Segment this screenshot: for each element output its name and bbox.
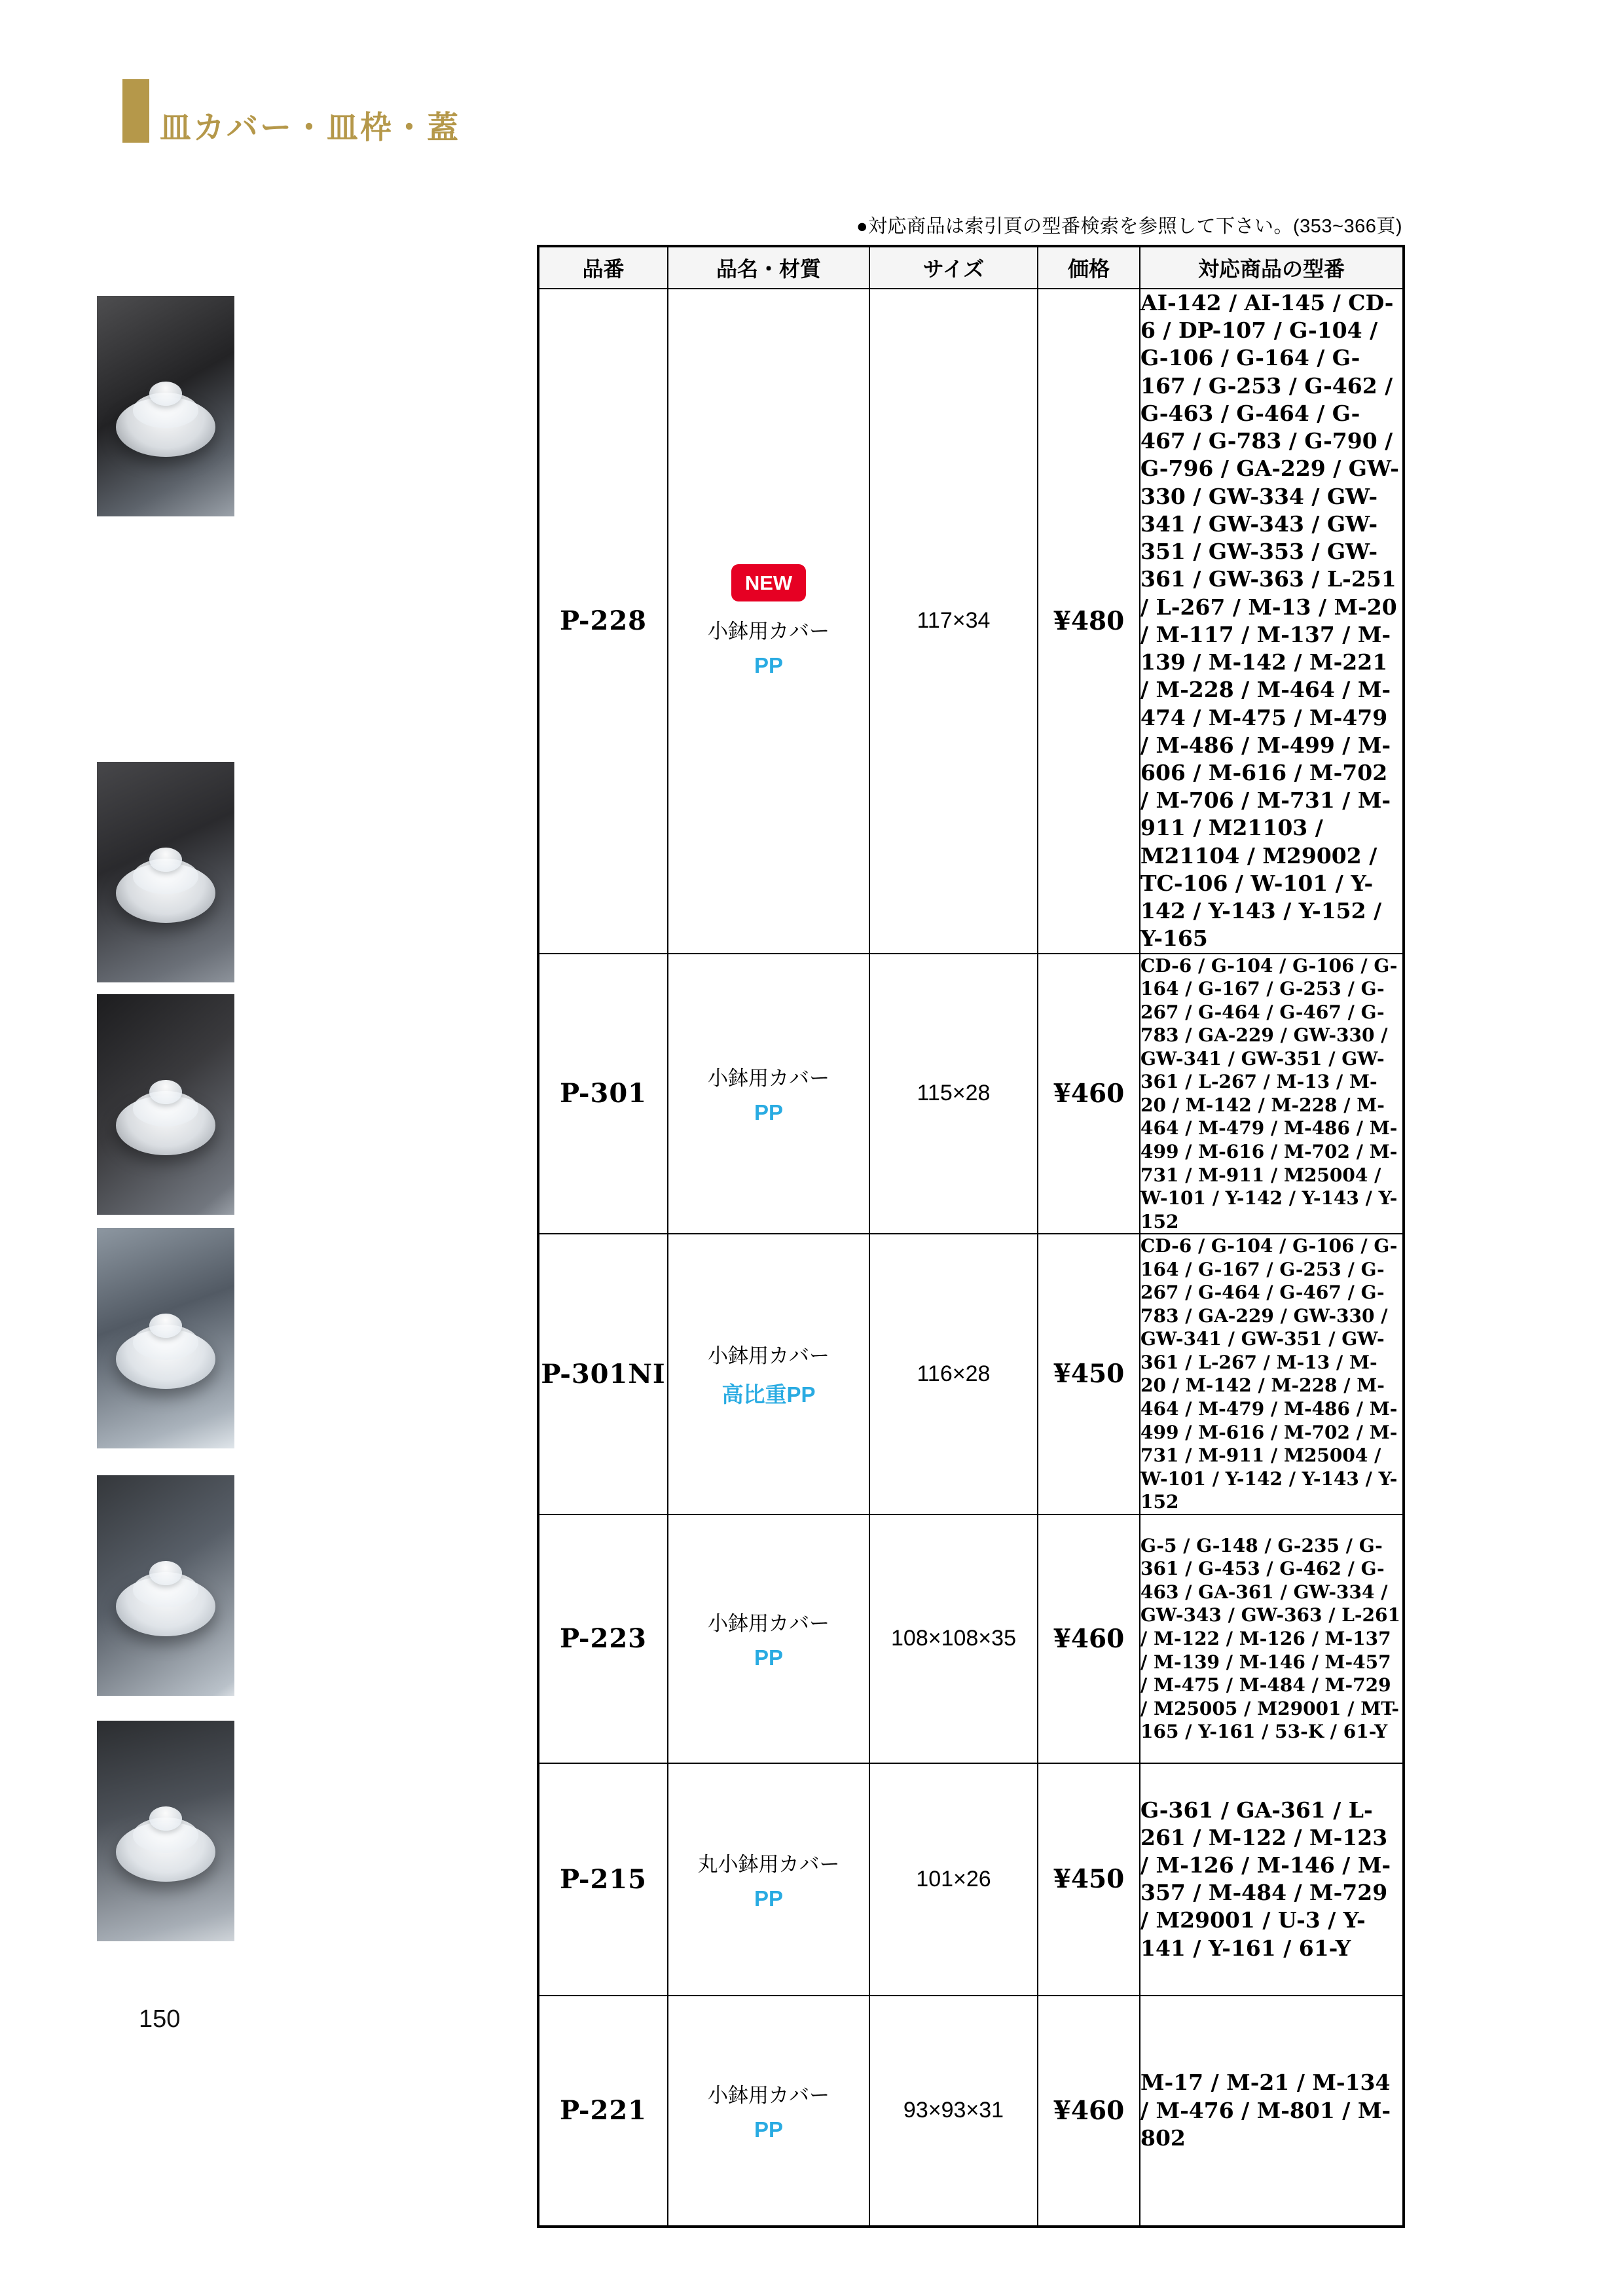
product-name: 小鉢用カバー — [708, 1344, 830, 1368]
compatible-models: G-5 / G-148 / G-235 / G-361 / G-453 / G-462 / G-463 / GA-361 / GW-334 / GW-343 / GW-363 / L-261 / M-122 / M-126 / M-137 / M-139 / M-146 / M-457 / M-475 / M-484 / M-729 / M25005 / M29001 / MT-165 / Y-161 / 53-K / 61-Y — [1140, 1515, 1404, 1763]
product-name: 小鉢用カバー — [708, 1612, 830, 1636]
product-name: 小鉢用カバー — [708, 2084, 830, 2108]
product-code: P-223 — [538, 1515, 668, 1763]
compatible-models: AI-142 / AI-145 / CD-6 / DP-107 / G-104 / G-106 / G-164 / G-167 / G-253 / G-462 / G-463 / G-464 / G-467 / G-783 / G-790 / G-796 / GA-229 / GW-330 / GW-334 / GW-341 / GW-343 / GW-351 / GW-353 / GW-361 / GW-363 / L-251 / L-267 / M-13 / M-20 / M-117 / M-137 / M-139 / M-142 / M-221 / M-228 / M-464 / M-474 / M-475 / M-479 / M-486 / M-499 / M-606 / M-616 / M-702 / M-706 / M-731 / M-911 / M21103 / M21104 / M29002 / TC-106 / W-101 / Y-142 / Y-143 / Y-152 / Y-165 — [1140, 289, 1404, 954]
product-name-cell — [668, 289, 869, 954]
product-name: 丸小鉢用カバー — [697, 1852, 840, 1876]
product-name: 小鉢用カバー — [708, 619, 830, 643]
product-name-cell — [668, 1515, 869, 1763]
product-code: P-215 — [538, 1763, 668, 1996]
product-photo-p223 — [97, 1228, 234, 1448]
compatible-models: G-361 / GA-361 / L-261 / M-122 / M-123 / M-126 / M-146 / M-357 / M-484 / M-729 / M29001 / U-3 / Y-141 / Y-161 / 61-Y — [1140, 1763, 1404, 1996]
compatible-models: M-17 / M-21 / M-134 / M-476 / M-801 / M-802 — [1140, 1996, 1404, 2227]
new-badge: NEW — [731, 564, 806, 601]
product-table — [537, 245, 1405, 2228]
index-reference-note: ●対応商品は索引頁の型番検索を参照して下さい。(353~366頁) — [856, 216, 1402, 237]
table-row-p215 — [538, 1763, 1404, 1996]
product-code: P-221 — [538, 1996, 668, 2227]
product-name-cell — [668, 1996, 869, 2227]
product-name-cell — [668, 1763, 869, 1996]
product-material: PP — [754, 1645, 784, 1670]
table-row-p223 — [538, 1515, 1404, 1763]
product-size: 117×34 — [869, 289, 1038, 954]
product-price: ¥450 — [1038, 1234, 1140, 1515]
table-row-p301ni — [538, 1234, 1404, 1515]
product-photo-p228 — [97, 296, 234, 516]
product-price: ¥450 — [1038, 1763, 1140, 1996]
col-header-name-material: 品名・材質 — [668, 246, 869, 289]
compatible-models: CD-6 / G-104 / G-106 / G-164 / G-167 / G-253 / G-267 / G-464 / G-467 / G-783 / GA-229 / GW-330 / GW-341 / GW-351 / GW-361 / L-267 / M-13 / M-20 / M-142 / M-228 / M-464 / M-479 / M-486 / M-499 / M-616 / M-702 / M-731 / M-911 / M25004 / W-101 / Y-142 / Y-143 / Y-152 — [1140, 954, 1404, 1234]
compatible-models: CD-6 / G-104 / G-106 / G-164 / G-167 / G-253 / G-267 / G-464 / G-467 / G-783 / GA-229 / GW-330 / GW-341 / GW-351 / GW-361 / L-267 / M-13 / M-20 / M-142 / M-228 / M-464 / M-479 / M-486 / M-499 / M-616 / M-702 / M-731 / M-911 / M25004 / W-101 / Y-142 / Y-143 / Y-152 — [1140, 1234, 1404, 1515]
page-number: 150 — [139, 2005, 181, 2033]
product-name: 小鉢用カバー — [708, 1067, 830, 1090]
product-code: P-301 — [538, 954, 668, 1234]
product-size: 93×93×31 — [869, 1996, 1038, 2227]
product-material: PP — [754, 653, 784, 677]
product-material: PP — [754, 1886, 784, 1910]
product-name-cell — [668, 1234, 869, 1515]
product-price: ¥480 — [1038, 289, 1140, 954]
col-header-code: 品番 — [538, 246, 668, 289]
product-size: 108×108×35 — [869, 1515, 1038, 1763]
product-material: PP — [754, 2117, 784, 2142]
product-code: P-301NI — [538, 1234, 668, 1515]
col-header-models: 対応商品の型番 — [1140, 246, 1404, 289]
product-price: ¥460 — [1038, 954, 1140, 1234]
product-size: 116×28 — [869, 1234, 1038, 1515]
product-name-cell — [668, 954, 869, 1234]
table-header-row — [538, 246, 1404, 289]
col-header-size: サイズ — [869, 246, 1038, 289]
product-price: ¥460 — [1038, 1515, 1140, 1763]
page-title: 皿カバー・皿枠・蓋 — [160, 111, 461, 145]
product-material: 高比重PP — [721, 1382, 816, 1407]
table-row-p301 — [538, 954, 1404, 1234]
product-size: 115×28 — [869, 954, 1038, 1234]
product-photo-p215 — [97, 1475, 234, 1696]
col-header-price: 価格 — [1038, 246, 1140, 289]
product-code: P-228 — [538, 289, 668, 954]
product-photo-p221 — [97, 1721, 234, 1941]
product-photo-p301ni — [97, 994, 234, 1215]
table-row-p228 — [538, 289, 1404, 954]
product-photo-p301 — [97, 762, 234, 982]
title-accent-bar — [122, 79, 149, 143]
product-price: ¥460 — [1038, 1996, 1140, 2227]
table-row-p221 — [538, 1996, 1404, 2227]
product-size: 101×26 — [869, 1763, 1038, 1996]
product-material: PP — [754, 1100, 784, 1125]
